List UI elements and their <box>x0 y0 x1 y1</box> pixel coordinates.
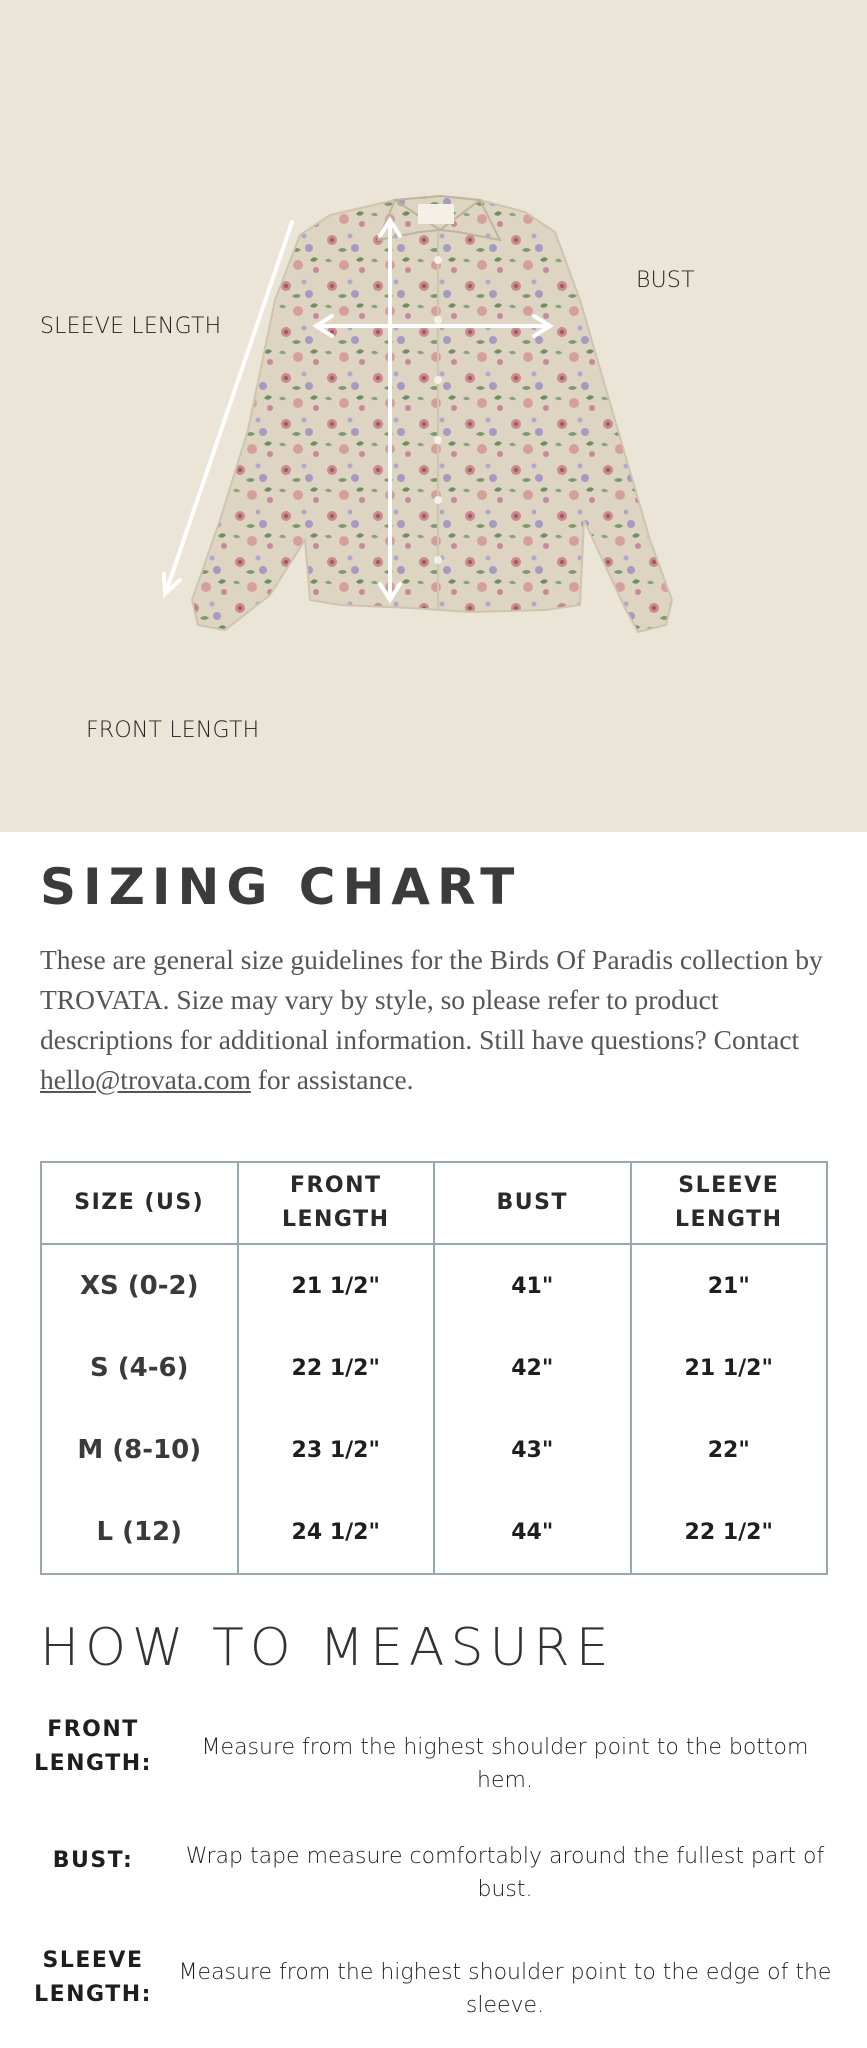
table-row <box>41 1491 827 1574</box>
front-length-cell: 23 1/2" <box>238 1409 435 1491</box>
measure-term: SLEEVE LENGTH: <box>34 1948 152 2007</box>
header-bust: BUST <box>434 1162 631 1244</box>
sleeve-length-cell: 22" <box>631 1409 828 1491</box>
measure-desc: Measure from the highest shoulder point to the bottom hem. <box>201 1735 809 1793</box>
table-row <box>41 1409 827 1491</box>
table-row <box>41 1244 827 1327</box>
sizing-chart-title: SIZING CHART <box>40 858 522 916</box>
measure-term: BUST: <box>52 1848 134 1873</box>
sleeve-length-cell: 22 1/2" <box>631 1491 828 1574</box>
measure-item-bust <box>32 1840 838 1920</box>
measure-item-sleeve-length <box>32 1944 838 2024</box>
bust-label: BUST <box>636 268 695 293</box>
measure-desc: Measure from the highest shoulder point to the edge of the sleeve. <box>178 1960 832 2018</box>
sleeve-length-label: SLEEVE LENGTH <box>40 314 222 339</box>
front-length-cell: 24 1/2" <box>238 1491 435 1574</box>
how-to-measure-title: HOW TO MEASURE <box>40 1618 615 1678</box>
measure-term: FRONT LENGTH: <box>34 1717 152 1776</box>
shirt-body <box>192 196 672 632</box>
header-front-length <box>238 1162 435 1244</box>
size-cell: L (12) <box>41 1491 238 1574</box>
bust-cell: 41" <box>434 1244 631 1327</box>
sleeve-length-cell: 21 1/2" <box>631 1327 828 1409</box>
header-size: SIZE (US) <box>41 1162 238 1244</box>
intro-text: These are general size guidelines for the Birds Of Paradis collection by TROVATA. Size may vary by style, so please refer to product descriptions for additional information. Still have questions? Contact <box>40 944 823 1055</box>
bust-cell: 44" <box>434 1491 631 1574</box>
table-row <box>41 1327 827 1409</box>
hero-image-area <box>0 0 867 832</box>
sizing-intro <box>40 940 840 1100</box>
measure-item-front-length <box>32 1713 838 1793</box>
measure-desc: Wrap tape measure comfortably around the fullest part of bust. <box>185 1844 825 1902</box>
intro-suffix: for assistance. <box>250 1064 414 1095</box>
front-length-label: FRONT LENGTH <box>86 718 260 743</box>
size-cell: S (4-6) <box>41 1327 238 1409</box>
table-header-row <box>41 1162 827 1244</box>
size-table <box>40 1161 828 1575</box>
front-length-cell: 22 1/2" <box>238 1327 435 1409</box>
size-cell: M (8-10) <box>41 1409 238 1491</box>
floral-shirt-image <box>0 0 867 832</box>
sleeve-length-cell: 21" <box>631 1244 828 1327</box>
header-front-length-text: FRONT LENGTH <box>281 1173 390 1232</box>
size-cell: XS (0-2) <box>41 1244 238 1327</box>
header-sleeve-length-text: SLEEVE LENGTH <box>674 1173 783 1232</box>
bust-cell: 42" <box>434 1327 631 1409</box>
contact-email-link[interactable]: hello@trovata.com <box>40 1064 251 1095</box>
header-sleeve-length <box>631 1162 828 1244</box>
front-length-cell: 21 1/2" <box>238 1244 435 1327</box>
bust-cell: 43" <box>434 1409 631 1491</box>
